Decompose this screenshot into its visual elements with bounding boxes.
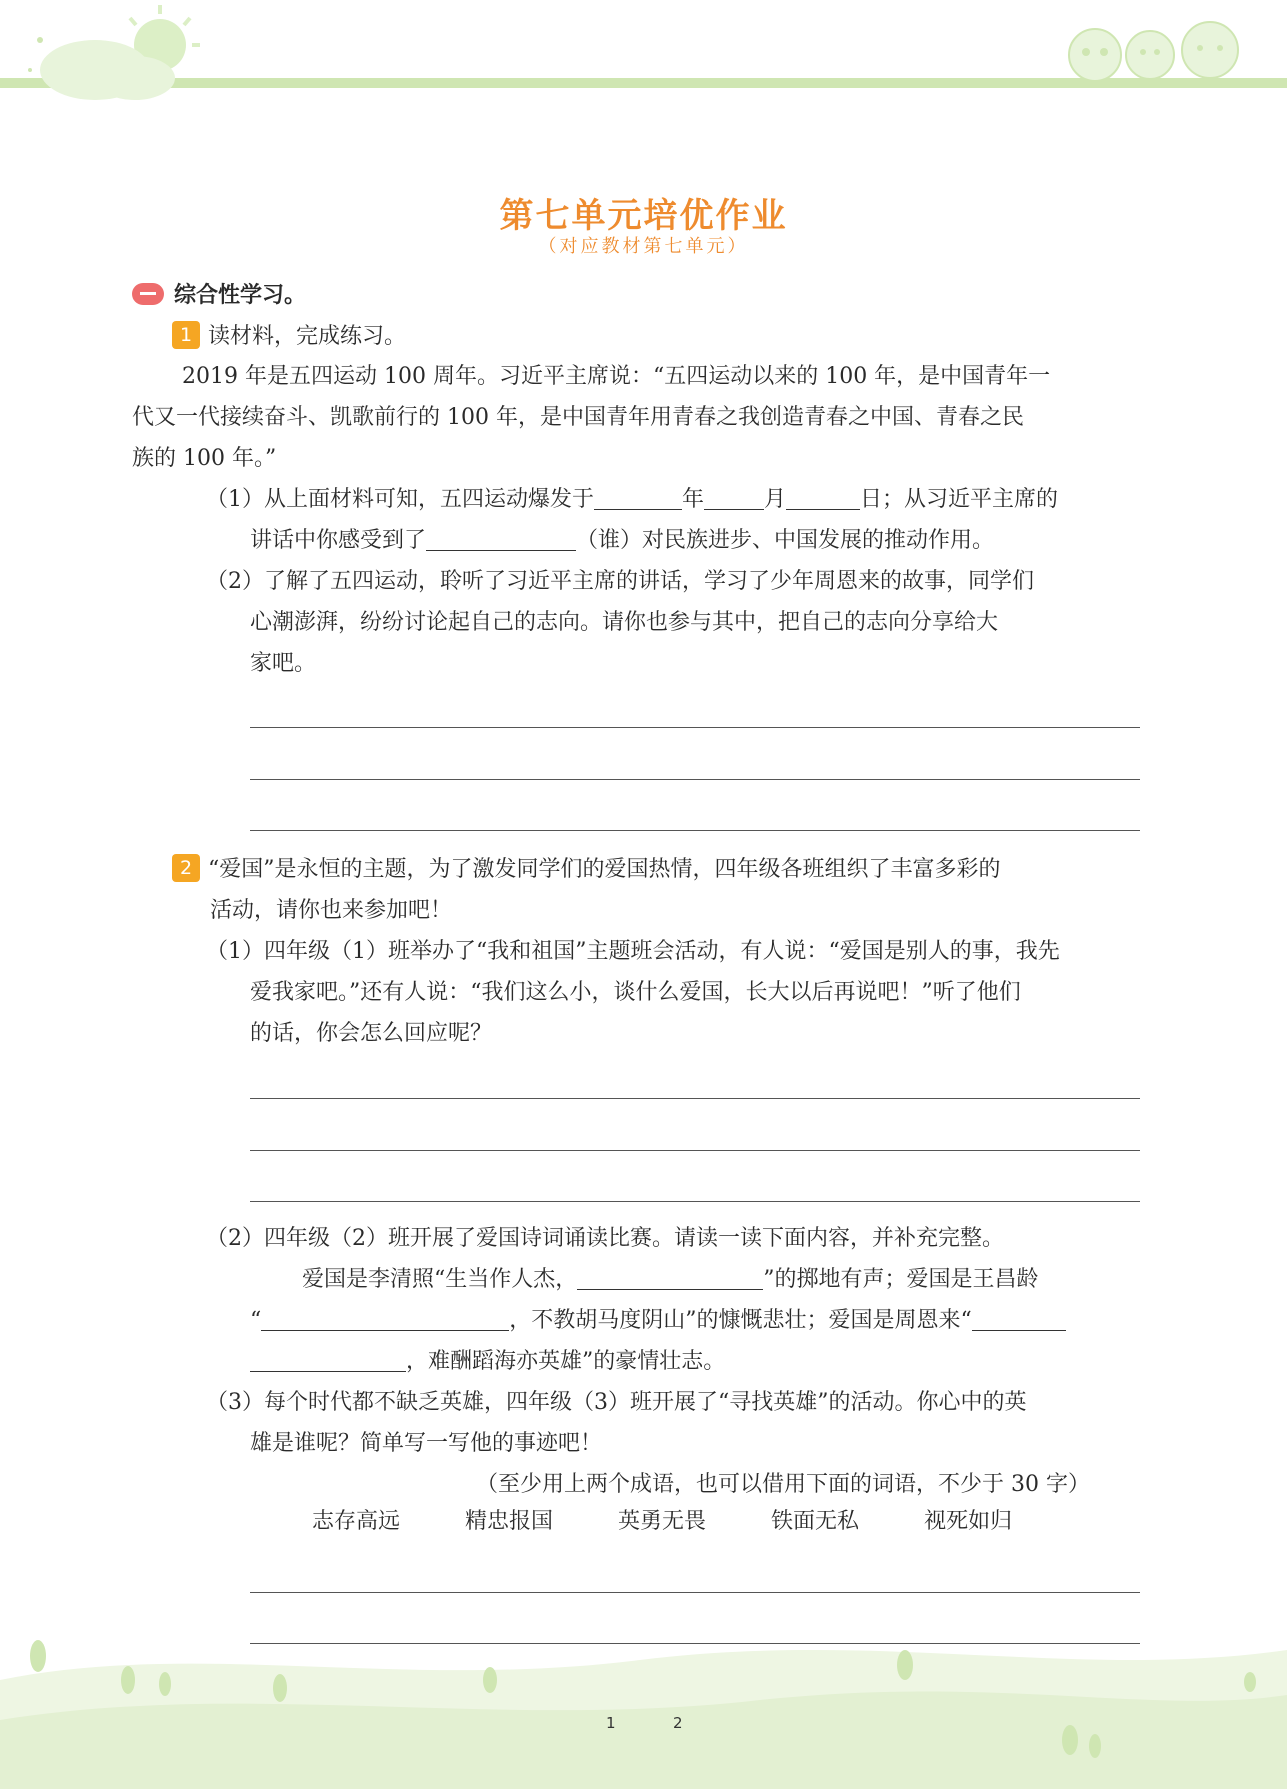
section-heading <box>132 278 306 309</box>
poem-answer-blank[interactable] <box>261 1306 509 1331</box>
page-title: 第七单元培优作业 <box>499 196 788 236</box>
q1-part2-line: 心潮澎湃，纷纷讨论起自己的志向。请你也参与其中，把自己的志向分享给大 <box>250 610 999 635</box>
animal-heads-decoration <box>1050 10 1260 90</box>
section-title: 综合性学习。 <box>174 283 307 308</box>
year-answer-blank[interactable] <box>594 485 682 510</box>
question-1-heading <box>172 316 406 357</box>
q2-part1-line: 爱我家吧。”还有人说：“我们这么小，谈什么爱国，长大以后再说吧！”听了他们 <box>250 980 1021 1005</box>
question-2-intro: “爱国”是永恒的主题，为了激发同学们的爱国热情，四年级各班组织了丰富多彩的 <box>208 857 1001 882</box>
q1-part1-line1: （1）从上面材料可知，五四运动爆发于 年 月 日；从习近平主席的 <box>206 487 1059 512</box>
q2-part1-line: 的话，你会怎么回应呢？ <box>250 1021 493 1046</box>
answer-line[interactable] <box>250 1098 1140 1099</box>
answer-line[interactable] <box>250 830 1140 831</box>
q2-part3-line: （3）每个时代都不缺乏英雄，四年级（3）班开展了“寻找英雄”的活动。你心中的英 <box>206 1390 1027 1415</box>
answer-line[interactable] <box>250 1150 1140 1151</box>
section-number-badge <box>132 283 164 305</box>
word-bank-item: 志存高远 <box>312 1509 401 1534</box>
q1-part1-line2: 讲话中你感受到了 （谁）对民族进步、中国发展的推动作用。 <box>250 528 995 553</box>
answer-line[interactable] <box>250 1592 1140 1593</box>
question-number-badge: 2 <box>172 854 200 882</box>
day-answer-blank[interactable] <box>786 485 860 510</box>
page-number: 1 <box>606 1714 616 1732</box>
q2-part2-title: （2）四年级（2）班开展了爱国诗词诵读比赛。请读一读下面内容，并补充完整。 <box>206 1226 1004 1251</box>
answer-line[interactable] <box>250 1201 1140 1202</box>
sun-cloud-decoration <box>0 0 260 120</box>
material-line: 族的 100 年。” <box>132 446 277 471</box>
word-bank <box>312 1504 1070 1535</box>
q1-part2-line: 家吧。 <box>250 651 317 676</box>
question-number-badge: 1 <box>172 321 200 349</box>
q2-part1-line: （1）四年级（1）班举办了“我和祖国”主题班会活动，有人说：“爱国是别人的事，我先 <box>206 939 1060 964</box>
question-2-heading <box>172 849 1001 890</box>
poem-answer-blank[interactable] <box>972 1306 1066 1331</box>
month-answer-blank[interactable] <box>704 485 764 510</box>
q2-part3-line: 雄是谁呢？简单写一写他的事迹吧！ <box>250 1431 603 1456</box>
word-bank-item: 视死如归 <box>924 1509 1013 1534</box>
poem-answer-blank[interactable] <box>577 1265 763 1290</box>
word-bank-item: 英勇无畏 <box>618 1509 707 1534</box>
poem-line-3: ，难酬蹈海亦英雄”的豪情壮志。 <box>250 1341 725 1382</box>
answer-line[interactable] <box>250 779 1140 780</box>
poem-answer-blank[interactable] <box>250 1347 406 1372</box>
word-bank-item: 精忠报国 <box>465 1509 554 1534</box>
q1-part2-line: （2）了解了五四运动，聆听了习近平主席的讲话，学习了少年周恩来的故事，同学们 <box>206 569 1034 594</box>
who-answer-blank[interactable] <box>426 526 576 551</box>
poem-line-1: 爱国是李清照“生当作人杰， ”的掷地有声；爱国是王昌龄 <box>302 1267 1039 1292</box>
page-number: 2 <box>673 1714 683 1732</box>
word-bank-item: 铁面无私 <box>771 1509 860 1534</box>
question-1-title: 读材料，完成练习。 <box>208 324 407 349</box>
material-line: 2019 年是五四运动 100 周年。习近平主席说：“五四运动以来的 100 年，是中国青年一 <box>182 364 1051 389</box>
answer-line[interactable] <box>250 727 1140 728</box>
poem-line-2: “ ，不教胡马度阴山”的慷慨悲壮；爱国是周恩来“ <box>250 1300 1066 1341</box>
hills-footer-decoration <box>0 1620 1287 1789</box>
material-line: 代又一代接续奋斗、凯歌前行的 100 年，是中国青年用青春之我创造青春之中国、青春之民 <box>132 405 1024 430</box>
q2-part3-note: （至少用上两个成语，也可以借用下面的词语，不少于 30 字） <box>476 1472 1090 1497</box>
question-2-intro-line: 活动，请你也来参加吧！ <box>210 898 453 923</box>
page-subtitle: （对应教材第七单元） <box>538 236 749 257</box>
